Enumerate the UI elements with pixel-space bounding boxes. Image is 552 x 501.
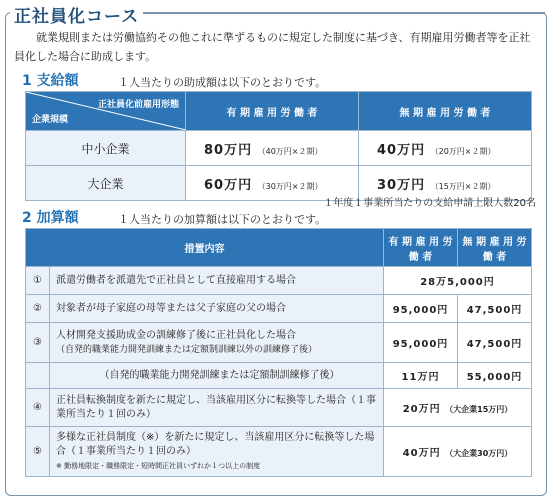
measure-text: 対象者が母子家庭の母等または父子家庭の父の場合 xyxy=(50,295,384,323)
row-number xyxy=(26,363,50,389)
amount-cell xyxy=(359,131,532,166)
amount-note: （15万円×２期） xyxy=(430,181,496,191)
table-row xyxy=(26,267,532,295)
amount-cell xyxy=(384,427,532,477)
company-size-cell: 中小企業 xyxy=(26,131,186,166)
addition-table xyxy=(25,228,532,477)
diag-header-cell xyxy=(26,92,186,131)
measure-text: 人材開発支援助成金の訓練修了後に正社員化した場合 xyxy=(56,329,296,341)
section1-description: １人当たりの助成額は以下のとおりです。 xyxy=(118,76,327,89)
measure-text: 多様な正社員制度（※）を新たに規定し、当該雇用区分に転換等した場合（１事業所当たり１回のみ） xyxy=(56,431,375,457)
row-number: ① xyxy=(26,267,50,295)
row-number: ③ xyxy=(26,323,50,363)
measure-cell xyxy=(50,323,384,363)
section1-heading: 1 支給額 xyxy=(22,73,79,89)
page-title: 正社員化コース xyxy=(10,2,143,27)
amount-note: （大企業15万円） xyxy=(445,405,513,414)
amount-value: 40万円 xyxy=(377,142,426,158)
amount-value: 60万円 xyxy=(204,177,253,193)
amount-value: 47,500円 xyxy=(458,323,532,363)
table-row xyxy=(26,323,532,363)
amount-note: （大企業30万円） xyxy=(445,449,513,458)
table-row xyxy=(26,389,532,427)
table-row xyxy=(26,363,532,389)
company-size-cell: 大企業 xyxy=(26,166,186,201)
measure-footnote: ※ 勤務地限定・職務限定・短時間正社員いずれか１つ以上の制度 xyxy=(56,461,261,470)
diag-top-label: 正社員化前雇用形態 xyxy=(97,100,179,110)
table-row xyxy=(26,427,532,477)
limit-note: １年度１事業所当たりの支給申請上限人数20名 xyxy=(323,198,536,209)
amount-cell xyxy=(186,131,359,166)
amount-value: 55,000円 xyxy=(458,363,532,389)
row-number: ⑤ xyxy=(26,427,50,477)
amount-cell xyxy=(384,389,532,427)
amount-value: 47,500円 xyxy=(458,295,532,323)
col-indef-header: 無 期 雇 用 労 働 者 xyxy=(458,229,532,267)
amount-note: （30万円×２期） xyxy=(257,181,323,191)
diag-bottom-label: 企業規模 xyxy=(32,115,69,125)
measure-text: 派遣労働者を派遣先で正社員として直接雇用する場合 xyxy=(50,267,384,295)
measure-cell xyxy=(50,427,384,477)
row-number: ④ xyxy=(26,389,50,427)
measure-text: 正社員転換制度を新たに規定し、当該雇用区分に転換等した場合（１事業所当たり１回のみ） xyxy=(50,389,384,427)
table-row xyxy=(26,295,532,323)
amount-value: 30万円 xyxy=(377,177,426,193)
amount-value: 20万円 xyxy=(402,404,441,415)
intro-text: 就業規則または労働協約その他これに準ずるものに規定した制度に基づき、有期雇用労働者等を正社員化した場合に助成します。 xyxy=(14,31,531,63)
measure-subtext: （自発的職業能力開発訓練または定額制訓練以外の訓練修了後） xyxy=(56,344,318,355)
amount-table xyxy=(25,91,532,201)
section2-description: １人当たりの加算額は以下のとおりです。 xyxy=(118,213,327,226)
amount-value: 80万円 xyxy=(204,142,253,158)
col-fixed-header: 有 期 雇 用 労 働 者 xyxy=(384,229,458,267)
amount-value: 28万5,000円 xyxy=(384,267,532,295)
amount-note: （40万円×２期） xyxy=(257,146,323,156)
amount-value: 95,000円 xyxy=(384,295,458,323)
col-fixed-header: 有 期 雇 用 労 働 者 xyxy=(186,92,359,131)
amount-value: 11万円 xyxy=(384,363,458,389)
title-rule xyxy=(132,12,545,14)
amount-note: （20万円×２期） xyxy=(430,146,496,156)
amount-value: 95,000円 xyxy=(384,323,458,363)
amount-value: 40万円 xyxy=(402,448,441,459)
col-measure-header: 措置内容 xyxy=(26,229,384,267)
row-number: ② xyxy=(26,295,50,323)
table-row xyxy=(26,131,532,166)
measure-text: （自発的職業能力開発訓練または定額制訓練修了後） xyxy=(50,363,384,389)
section2-heading: 2 加算額 xyxy=(22,210,79,226)
col-indef-header: 無 期 雇 用 労 働 者 xyxy=(359,92,532,131)
